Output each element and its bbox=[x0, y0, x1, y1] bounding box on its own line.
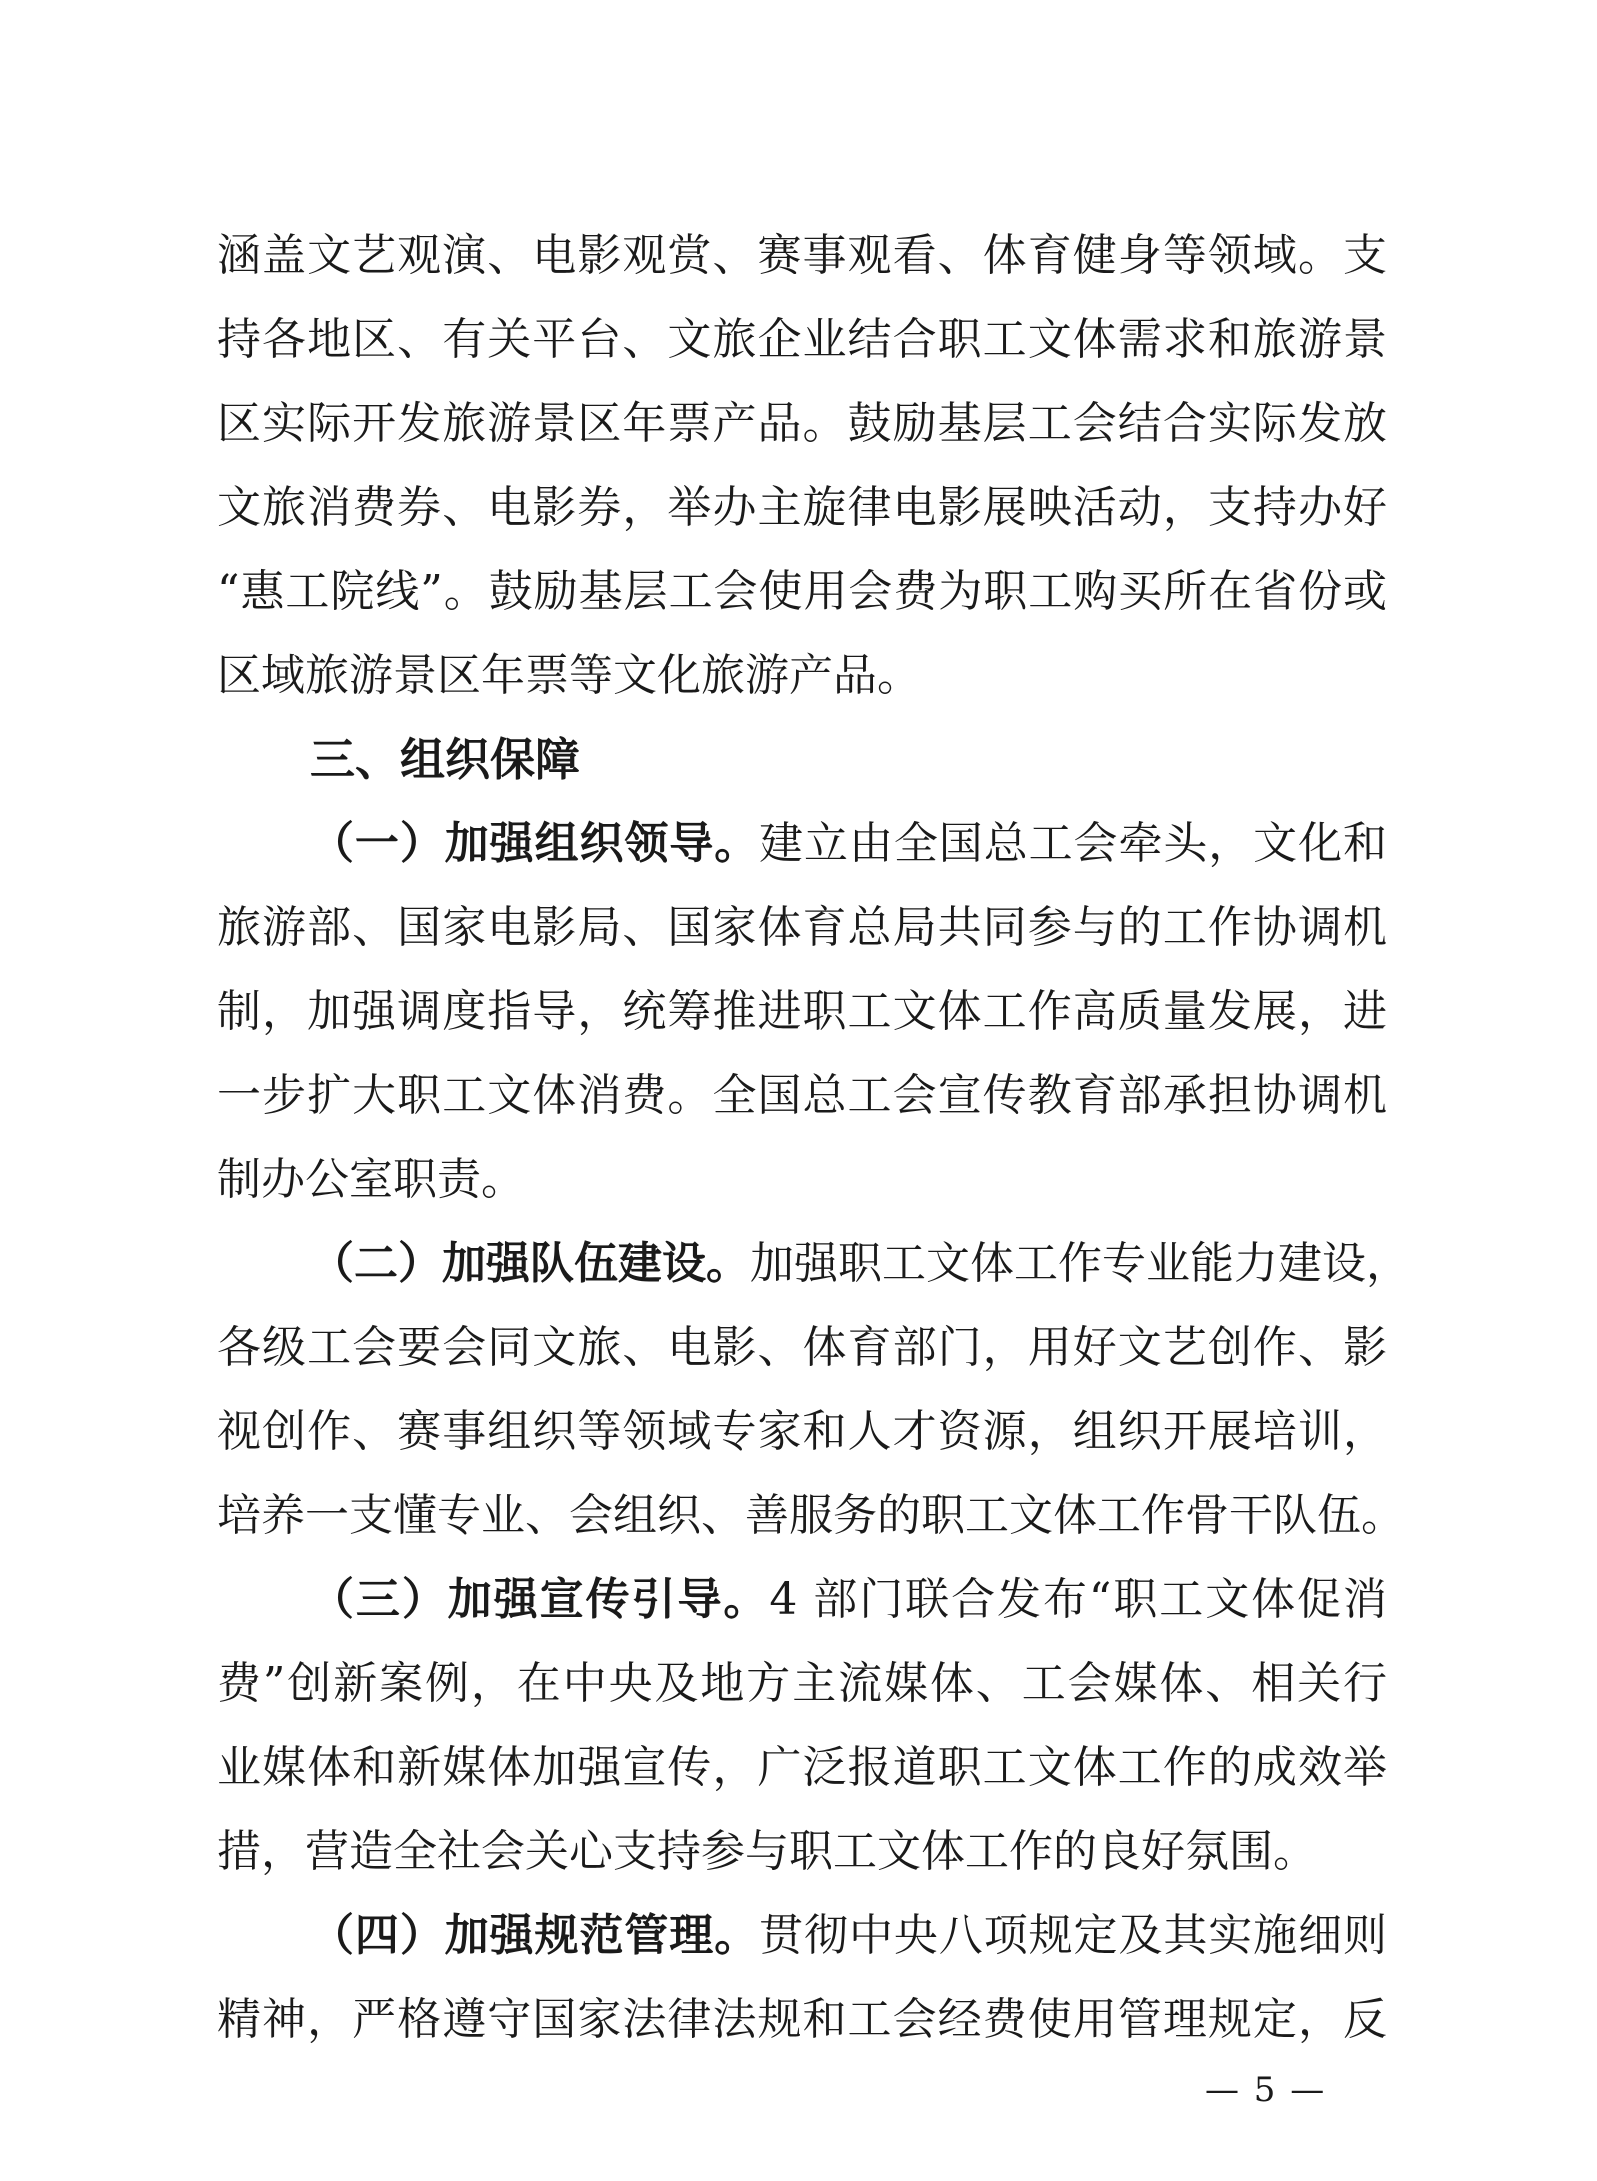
body-line: 制办公室职责。 bbox=[217, 1154, 525, 1205]
body-line: 措，营造全社会关心支持参与职工文体工作的良好氛围。 bbox=[217, 1826, 1317, 1877]
body-line: 视创作、赛事组织等领域专家和人才资源，组织开展培训， bbox=[217, 1406, 1387, 1457]
body-line: 文旅消费券、电影券，举办主旋律电影展映活动，支持办好 bbox=[217, 482, 1387, 533]
body-line: “惠工院线”。鼓励基层工会使用会费为职工购买所在省份或 bbox=[217, 566, 1387, 617]
body-line: 旅游部、国家电影局、国家体育总局共同参与的工作协调机 bbox=[217, 902, 1387, 953]
item-text: 建立由全国总工会牵头，文化和 bbox=[759, 818, 1388, 869]
item-text: 加强职工文体工作专业能力建设， bbox=[750, 1238, 1410, 1289]
item-first-line bbox=[310, 1236, 1410, 1292]
item-text: 贯彻中央八项规定及其实施细则 bbox=[759, 1910, 1388, 1961]
body-line: 制，加强调度指导，统筹推进职工文体工作高质量发展，进 bbox=[217, 986, 1387, 1037]
body-line: 持各地区、有关平台、文旅企业结合职工文体需求和旅游景 bbox=[217, 314, 1387, 365]
section-heading: 三、组织保障 bbox=[310, 733, 581, 786]
item-lead: （四）加强规范管理。 bbox=[310, 1910, 760, 1961]
body-line: 各级工会要会同文旅、电影、体育部门，用好文艺创作、影 bbox=[217, 1322, 1387, 1373]
item-lead: （二）加强队伍建设。 bbox=[310, 1238, 750, 1289]
item-text: 4 部门联合发布“职工文体促消 bbox=[769, 1574, 1387, 1625]
body-line: 涵盖文艺观演、电影观赏、赛事观看、体育健身等领域。支 bbox=[217, 230, 1387, 281]
body-line: 费”创新案例，在中央及地方主流媒体、工会媒体、相关行 bbox=[217, 1658, 1387, 1709]
item-lead: （一）加强组织领导。 bbox=[310, 818, 760, 869]
body-line: 一步扩大职工文体消费。全国总工会宣传教育部承担协调机 bbox=[217, 1070, 1387, 1121]
item-first-line bbox=[310, 1908, 1387, 1964]
item-lead: （三）加强宣传引导。 bbox=[310, 1574, 770, 1625]
body-line: 精神，严格遵守国家法律法规和工会经费使用管理规定，反 bbox=[217, 1994, 1387, 2045]
item-first-line bbox=[310, 816, 1387, 872]
item-first-line bbox=[310, 1572, 1387, 1628]
body-line: 业媒体和新媒体加强宣传，广泛报道职工文体工作的成效举 bbox=[217, 1742, 1387, 1793]
body-line: 区域旅游景区年票等文化旅游产品。 bbox=[217, 650, 921, 701]
body-line: 培养一支懂专业、会组织、善服务的职工文体工作骨干队伍。 bbox=[217, 1490, 1405, 1541]
page-number: — 5 — bbox=[1205, 2070, 1327, 2110]
body-line: 区实际开发旅游景区年票产品。鼓励基层工会结合实际发放 bbox=[217, 398, 1387, 449]
